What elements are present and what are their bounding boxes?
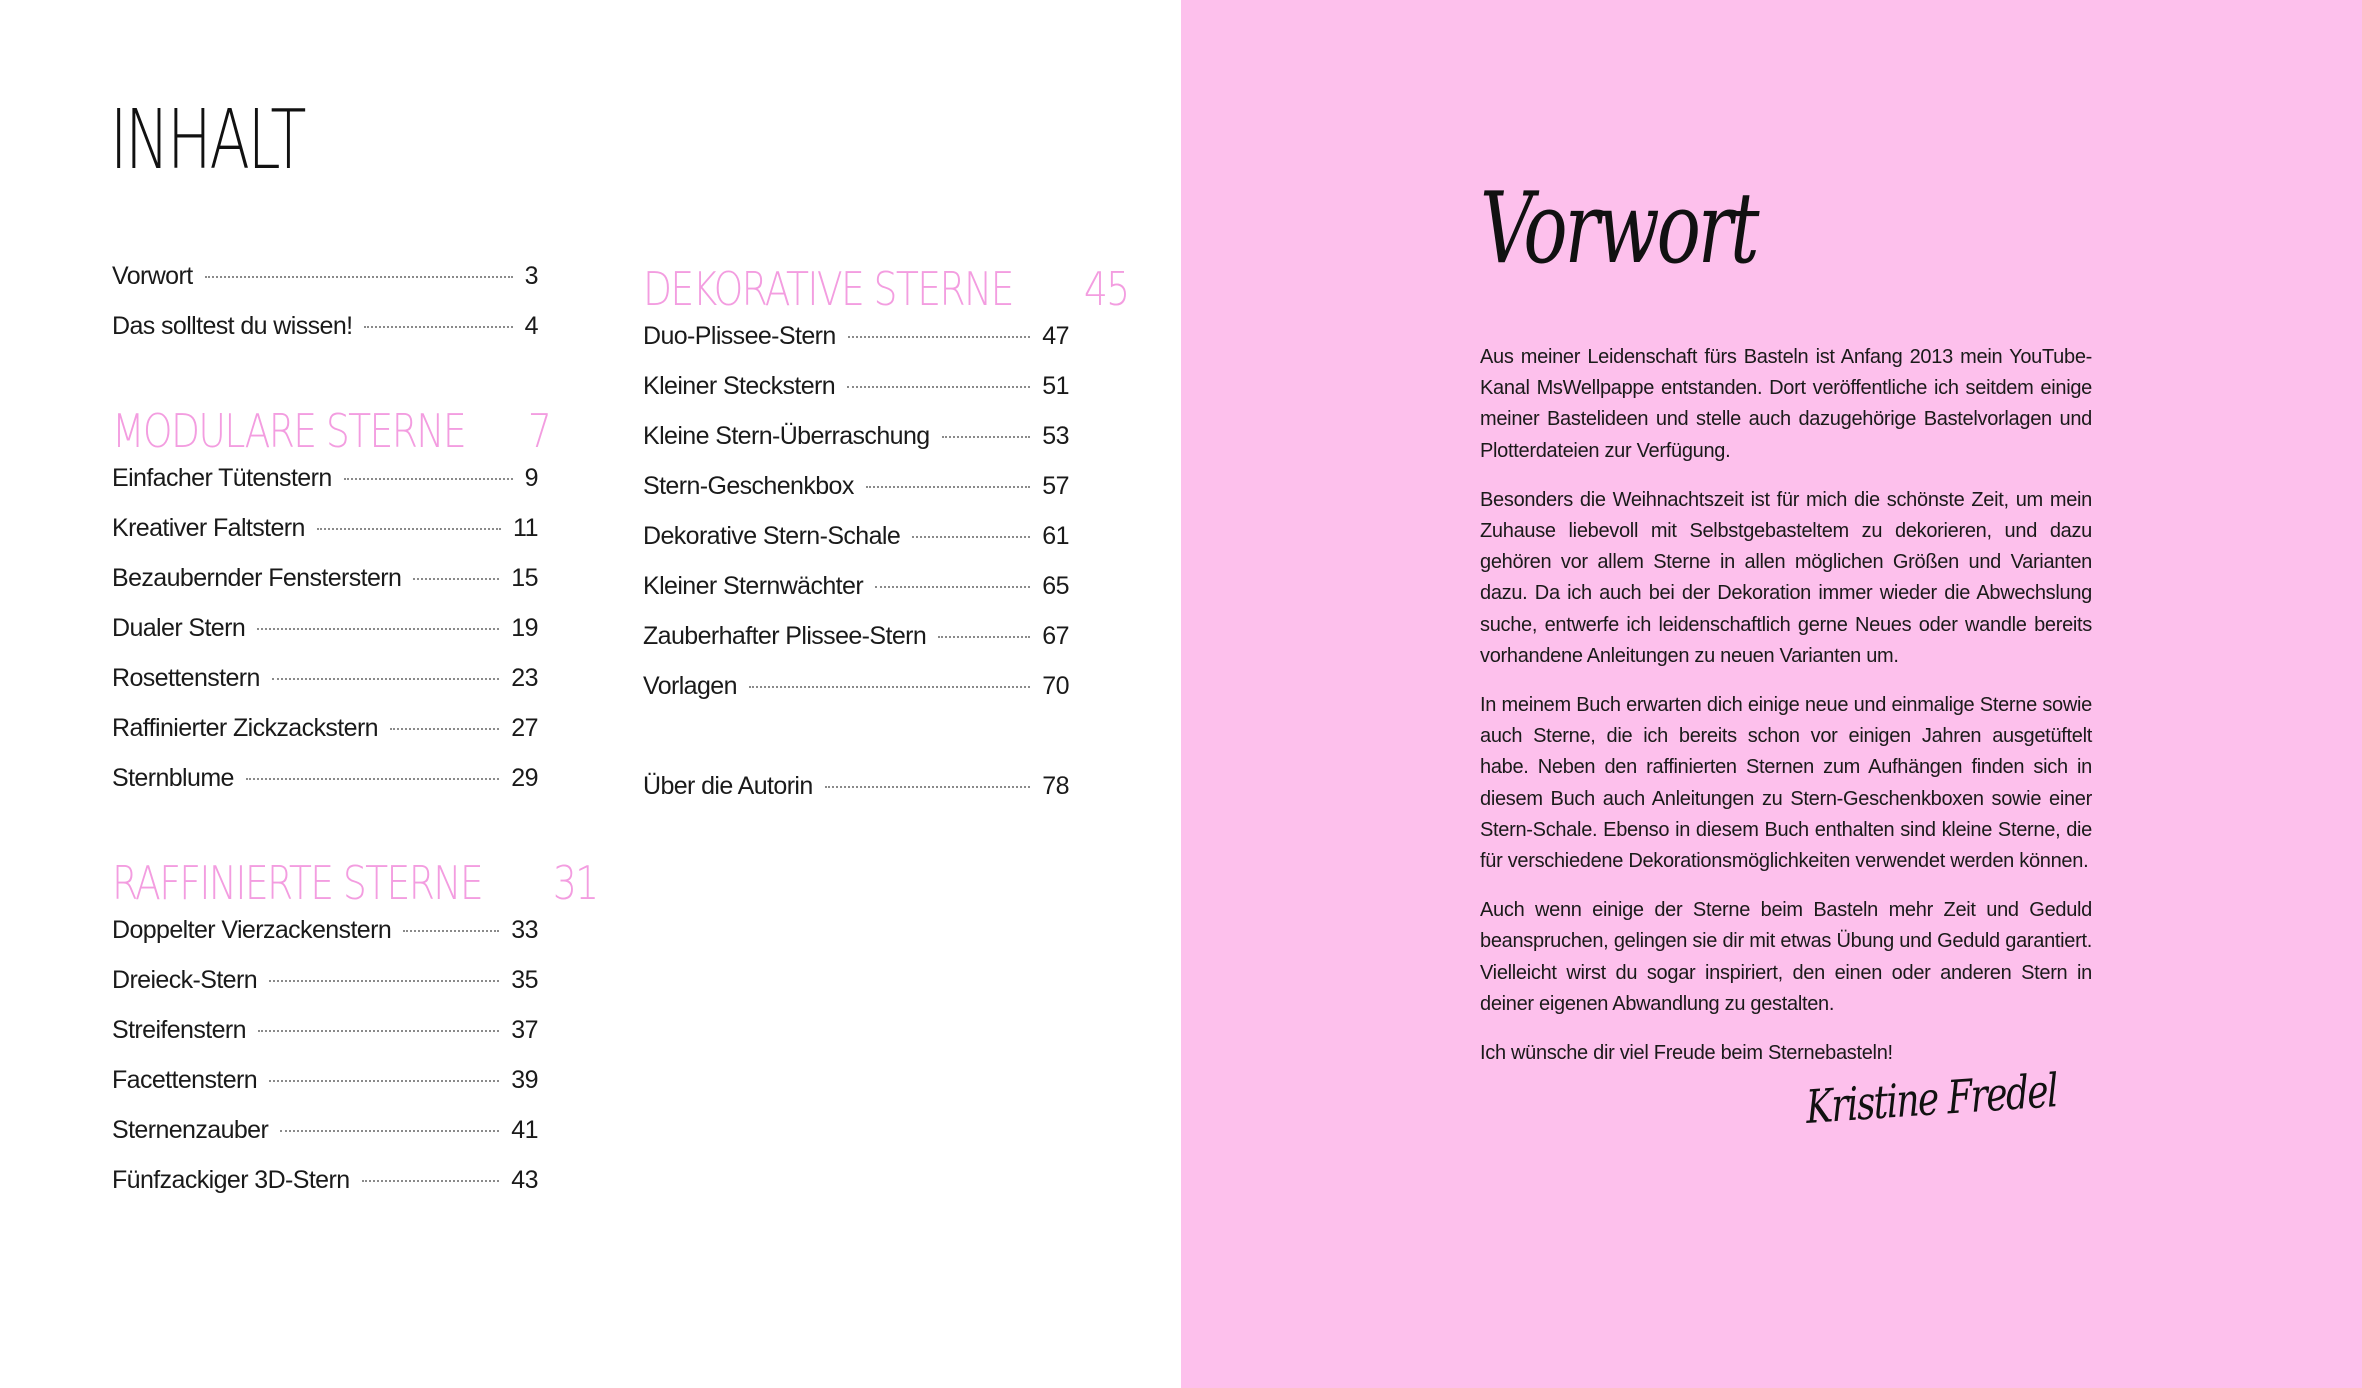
toc-entry-label: Dreieck-Stern (112, 966, 258, 994)
toc-entry-page: 61 (1042, 522, 1069, 550)
toc-entry-page: 53 (1042, 422, 1069, 450)
toc-entry-page: 67 (1042, 622, 1069, 650)
toc-entry-page: 33 (511, 916, 538, 944)
leader-dots (847, 386, 1030, 388)
toc-entry-page: 39 (511, 1066, 538, 1094)
leader-dots (938, 636, 1030, 638)
toc-entry[interactable] (112, 464, 538, 514)
foreword-paragraph: Besonders die Weihnachtszeit ist für mich die schönste Zeit, um mein Zuhause liebevoll mit Selbstgebasteltem zu dekorieren, und dazu gehören vor allem Sterne in allen möglichen Größen und Varianten dazu. Da ich auch bei der Dekoration immer wieder die Abwechslung suche, entwerfe ich leidenschaftlich gerne Neues oder wandle bereits vorhandene Anleitungen zu neuen Varianten um. (1480, 488, 2092, 667)
toc-entry[interactable] (112, 664, 538, 714)
toc-entry-page: 11 (513, 514, 538, 542)
toc-entry[interactable] (643, 522, 1069, 572)
toc-entry[interactable] (112, 966, 538, 1016)
toc-entry-page: 19 (511, 614, 538, 642)
toc-entry-label: Sternblume (112, 764, 234, 792)
toc-entry-page: 15 (511, 564, 538, 592)
leader-dots (848, 336, 1031, 338)
leader-dots (364, 326, 512, 328)
leader-dots (257, 628, 499, 630)
foreword-body (1480, 342, 2092, 1087)
toc-section-heading-raffinierte[interactable] (112, 856, 598, 916)
toc-entry-page: 65 (1042, 572, 1069, 600)
leader-dots (269, 1080, 499, 1082)
toc-entry[interactable] (112, 1016, 538, 1066)
foreword-paragraph: Aus meiner Leidenschaft fürs Basteln ist Anfang 2013 mein YouTube-Kanal MsWellpappe entstanden. Dort veröffentliche ich seitdem einige meiner Bastelideen und stelle auch dazugehörige Bastelvorlagen und Plotterdateien zur Verfügung. (1480, 346, 2092, 462)
leader-dots (413, 578, 499, 580)
toc-entry[interactable] (112, 916, 538, 966)
toc-entry-label: Über die Autorin (643, 772, 813, 800)
toc-entry-label: Raffinierter Zickzackstern (112, 714, 378, 742)
leader-dots (258, 1030, 499, 1032)
toc-entry[interactable] (112, 262, 538, 312)
toc-entry-page: 9 (524, 464, 538, 492)
toc-entry-page: 27 (511, 714, 538, 742)
leader-dots (205, 276, 513, 278)
leader-dots (362, 1180, 500, 1182)
toc-entry-label: Einfacher Tütenstern (112, 464, 332, 492)
section-heading-label: MODULARE STERNE (112, 404, 466, 458)
leader-dots (317, 528, 501, 530)
toc-entry-label: Zauberhafter Plissee-Stern (643, 622, 927, 650)
toc-entry-label: Dekorative Stern-Schale (643, 522, 901, 550)
toc-entry[interactable] (643, 472, 1069, 522)
toc-entry[interactable] (112, 1116, 538, 1166)
leader-dots (269, 980, 499, 982)
section-heading-label: RAFFINIERTE STERNE (112, 856, 483, 910)
toc-entry-page: 70 (1042, 672, 1069, 700)
toc-entry-page: 4 (524, 312, 538, 340)
foreword-paragraph: Auch wenn einige der Sterne beim Basteln mehr Zeit und Geduld beanspruchen, gelingen sie dir mit etwas Übung und Geduld garantiert. Vielleicht wirst du sogar inspiriert, den einen oder anderen Stern in deiner eigenen Abwandlung zu gestalten. (1480, 899, 2092, 1015)
toc-entry[interactable] (643, 422, 1069, 472)
section-heading-page: 7 (527, 404, 550, 458)
toc-entry[interactable] (643, 622, 1069, 672)
toc-entry-label: Fünfzackiger 3D-Stern (112, 1166, 350, 1194)
toc-entry-page: 51 (1042, 372, 1069, 400)
toc-entry[interactable] (112, 614, 538, 664)
toc-entry-page: 57 (1042, 472, 1069, 500)
toc-entry-page: 35 (511, 966, 538, 994)
leader-dots (344, 478, 513, 480)
toc-entry-page: 78 (1042, 772, 1069, 800)
toc-entry[interactable] (112, 312, 538, 362)
toc-entry-label: Bezaubernder Fensterstern (112, 564, 402, 592)
toc-title: INHALT (110, 93, 305, 188)
leader-dots (942, 436, 1031, 438)
section-heading-page: 45 (1083, 262, 1129, 316)
toc-entry[interactable] (643, 672, 1069, 722)
foreword-title: Vorwort (1480, 172, 1757, 286)
toc-entry-page: 29 (511, 764, 538, 792)
leader-dots (825, 786, 1031, 788)
toc-entry[interactable] (112, 1166, 538, 1216)
author-signature: Kristine Fredel (1805, 1063, 2058, 1134)
toc-entry[interactable] (112, 514, 538, 564)
toc-entry[interactable] (643, 372, 1069, 422)
section-heading-label: DEKORATIVE STERNE (643, 262, 1013, 316)
toc-entry-label: Dualer Stern (112, 614, 246, 642)
foreword-paragraph: In meinem Buch erwarten dich einige neue und einmalige Sterne sowie auch Sterne, die ich bereits schon vor einigen Jahren ausgetüftelt habe. Neben den raffinierten Sternen zum Aufhängen finden sich in diesem Buch auch Anleitungen zu Stern-Geschenkboxen sowie einer Stern-Schale. Ebenso in diesem Buch enthalten sind kleine Sterne, die für verschiedene Dekorationsmöglichkeiten verwendet werden können. (1480, 694, 2092, 873)
toc-entry-label: Facettenstern (112, 1066, 258, 1094)
leader-dots (403, 930, 499, 932)
toc-entry-label: Stern-Geschenkbox (643, 472, 854, 500)
toc-entry-page: 3 (524, 262, 538, 290)
toc-entry-label: Streifenstern (112, 1016, 246, 1044)
toc-entry-page: 37 (511, 1016, 538, 1044)
toc-entry-label: Vorwort (112, 262, 193, 290)
leader-dots (272, 678, 499, 680)
toc-section-heading-dekorative[interactable] (643, 262, 1129, 322)
toc-entry[interactable] (112, 714, 538, 764)
toc-entry-label: Doppelter Vierzackenstern (112, 916, 392, 944)
leader-dots (390, 728, 499, 730)
leader-dots (912, 536, 1030, 538)
leader-dots (866, 486, 1030, 488)
leader-dots (280, 1130, 499, 1132)
toc-entry-label: Kleiner Sternwächter (643, 572, 864, 600)
toc-entry[interactable] (643, 572, 1069, 622)
toc-entry-page: 43 (511, 1166, 538, 1194)
toc-entry-label: Kleine Stern-Überraschung (643, 422, 930, 450)
foreword-paragraph: Ich wünsche dir viel Freude beim Sternebasteln! (1480, 1042, 1893, 1065)
leader-dots (749, 686, 1030, 688)
toc-entry[interactable] (112, 1066, 538, 1116)
toc-section-heading-modulare[interactable] (112, 404, 550, 464)
section-heading-page: 31 (553, 856, 598, 910)
toc-entry-page: 47 (1042, 322, 1069, 350)
leader-dots (875, 586, 1030, 588)
toc-entry-label: Duo-Plissee-Stern (643, 322, 836, 350)
toc-entry[interactable] (643, 322, 1069, 372)
toc-entry[interactable] (112, 564, 538, 614)
toc-column-2 (643, 262, 1129, 822)
toc-entry-label: Das solltest du wissen! (112, 312, 353, 340)
toc-entry-page: 41 (511, 1116, 538, 1144)
toc-entry-label: Kleiner Steckstern (643, 372, 836, 400)
toc-entry-label: Sternenzauber (112, 1116, 269, 1144)
toc-column-1 (112, 262, 598, 1216)
toc-entry[interactable] (643, 772, 1069, 822)
toc-entry-label: Rosettenstern (112, 664, 260, 692)
toc-entry-label: Vorlagen (643, 672, 737, 700)
toc-entry-label: Kreativer Faltstern (112, 514, 305, 542)
leader-dots (246, 778, 499, 780)
toc-entry[interactable] (112, 764, 538, 814)
toc-entry-page: 23 (511, 664, 538, 692)
